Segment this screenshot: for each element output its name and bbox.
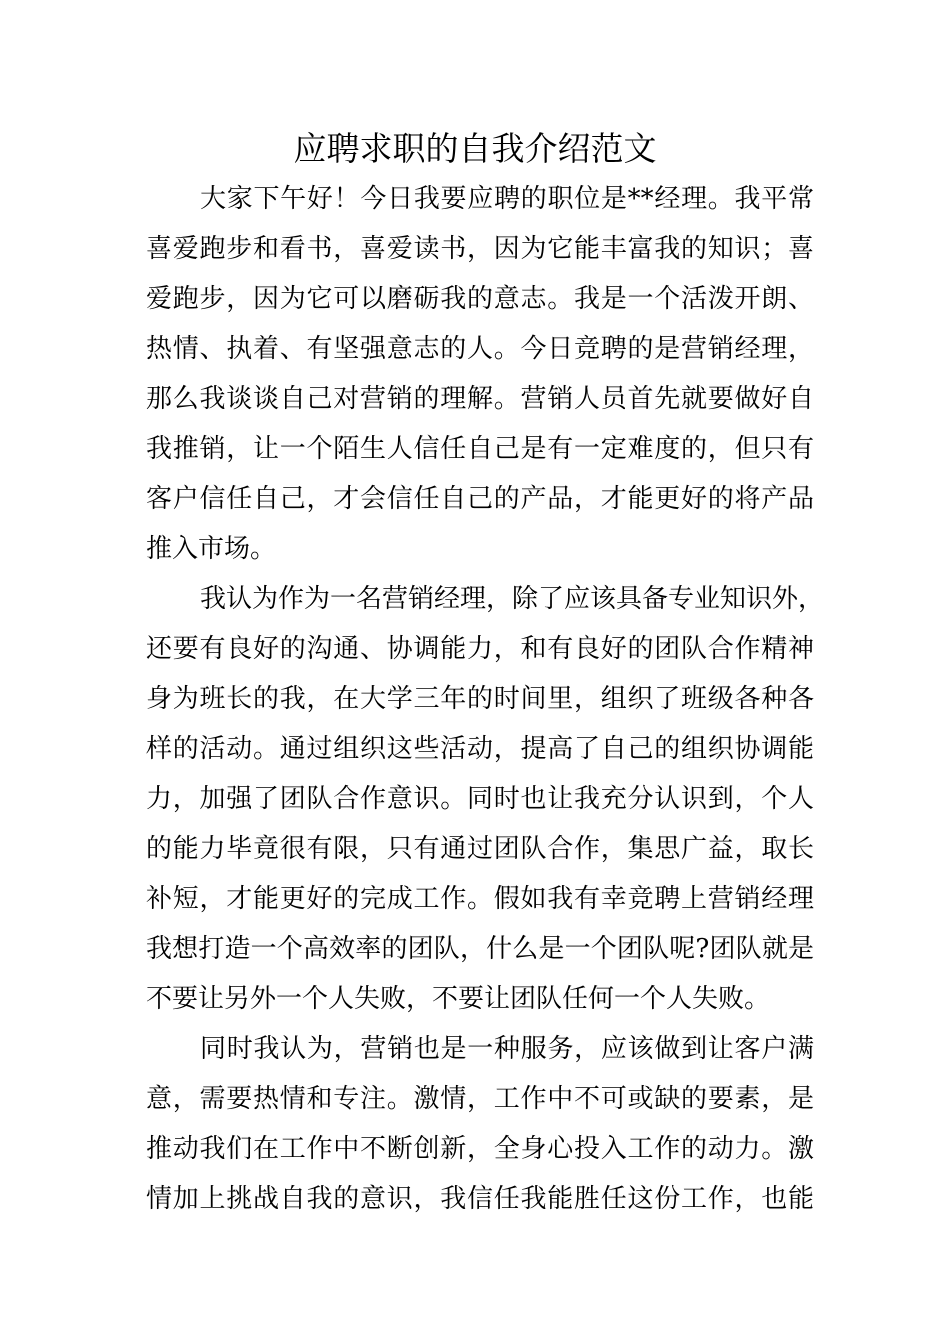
paragraph-line: 客户信任自己，才会信任自己的产品，才能更好的将产品 [146,484,814,514]
paragraph-line: 我想打造一个高效率的团队，什么是一个团队呢?团队就是 [146,934,814,964]
paragraph-line: 喜爱跑步和看书，喜爱读书，因为它能丰富我的知识；喜 [146,234,814,264]
paragraph-line: 意，需要热情和专注。激情，工作中不可或缺的要素，是 [146,1084,814,1114]
paragraph-line: 不要让另外一个人失败，不要让团队任何一个人失败。 [146,984,771,1014]
paragraph-line: 热情、执着、有坚强意志的人。今日竞聘的是营销经理， [146,334,814,364]
paragraph-line: 补短，才能更好的完成工作。假如我有幸竞聘上营销经理 [146,884,814,914]
paragraph-line: 那么我谈谈自己对营销的理解。营销人员首先就要做好自 [146,384,814,414]
paragraph-line: 同时我认为，营销也是一种服务，应该做到让客户满 [200,1034,814,1064]
paragraph-line: 我认为作为一名营销经理，除了应该具备专业知识外， [200,584,825,614]
paragraph-line: 大家下午好！今日我要应聘的职位是**经理。我平常 [200,184,814,214]
paragraph-line: 爱跑步，因为它可以磨砺我的意志。我是一个活泼开朗、 [146,284,814,314]
paragraph-line: 的能力毕竟很有限，只有通过团队合作，集思广益，取长 [146,834,814,864]
paragraph-line: 还要有良好的沟通、协调能力，和有良好的团队合作精神 [146,634,814,664]
paragraph-line: 力，加强了团队合作意识。同时也让我充分认识到，个人 [146,784,814,814]
document-title: 应聘求职的自我介绍范文 [293,129,657,168]
paragraph-line: 推入市场。 [146,534,277,564]
paragraph-line: 样的活动。通过组织这些活动，提高了自己的组织协调能 [146,734,814,764]
paragraph-line: 情加上挑战自我的意识，我信任我能胜任这份工作，也能 [146,1184,814,1214]
paragraph-line: 推动我们在工作中不断创新，全身心投入工作的动力。激 [146,1134,814,1164]
paragraph-line: 我推销，让一个陌生人信任自己是有一定难度的，但只有 [146,434,814,464]
paragraph-line: 身为班长的我，在大学三年的时间里，组织了班级各种各 [146,684,814,714]
